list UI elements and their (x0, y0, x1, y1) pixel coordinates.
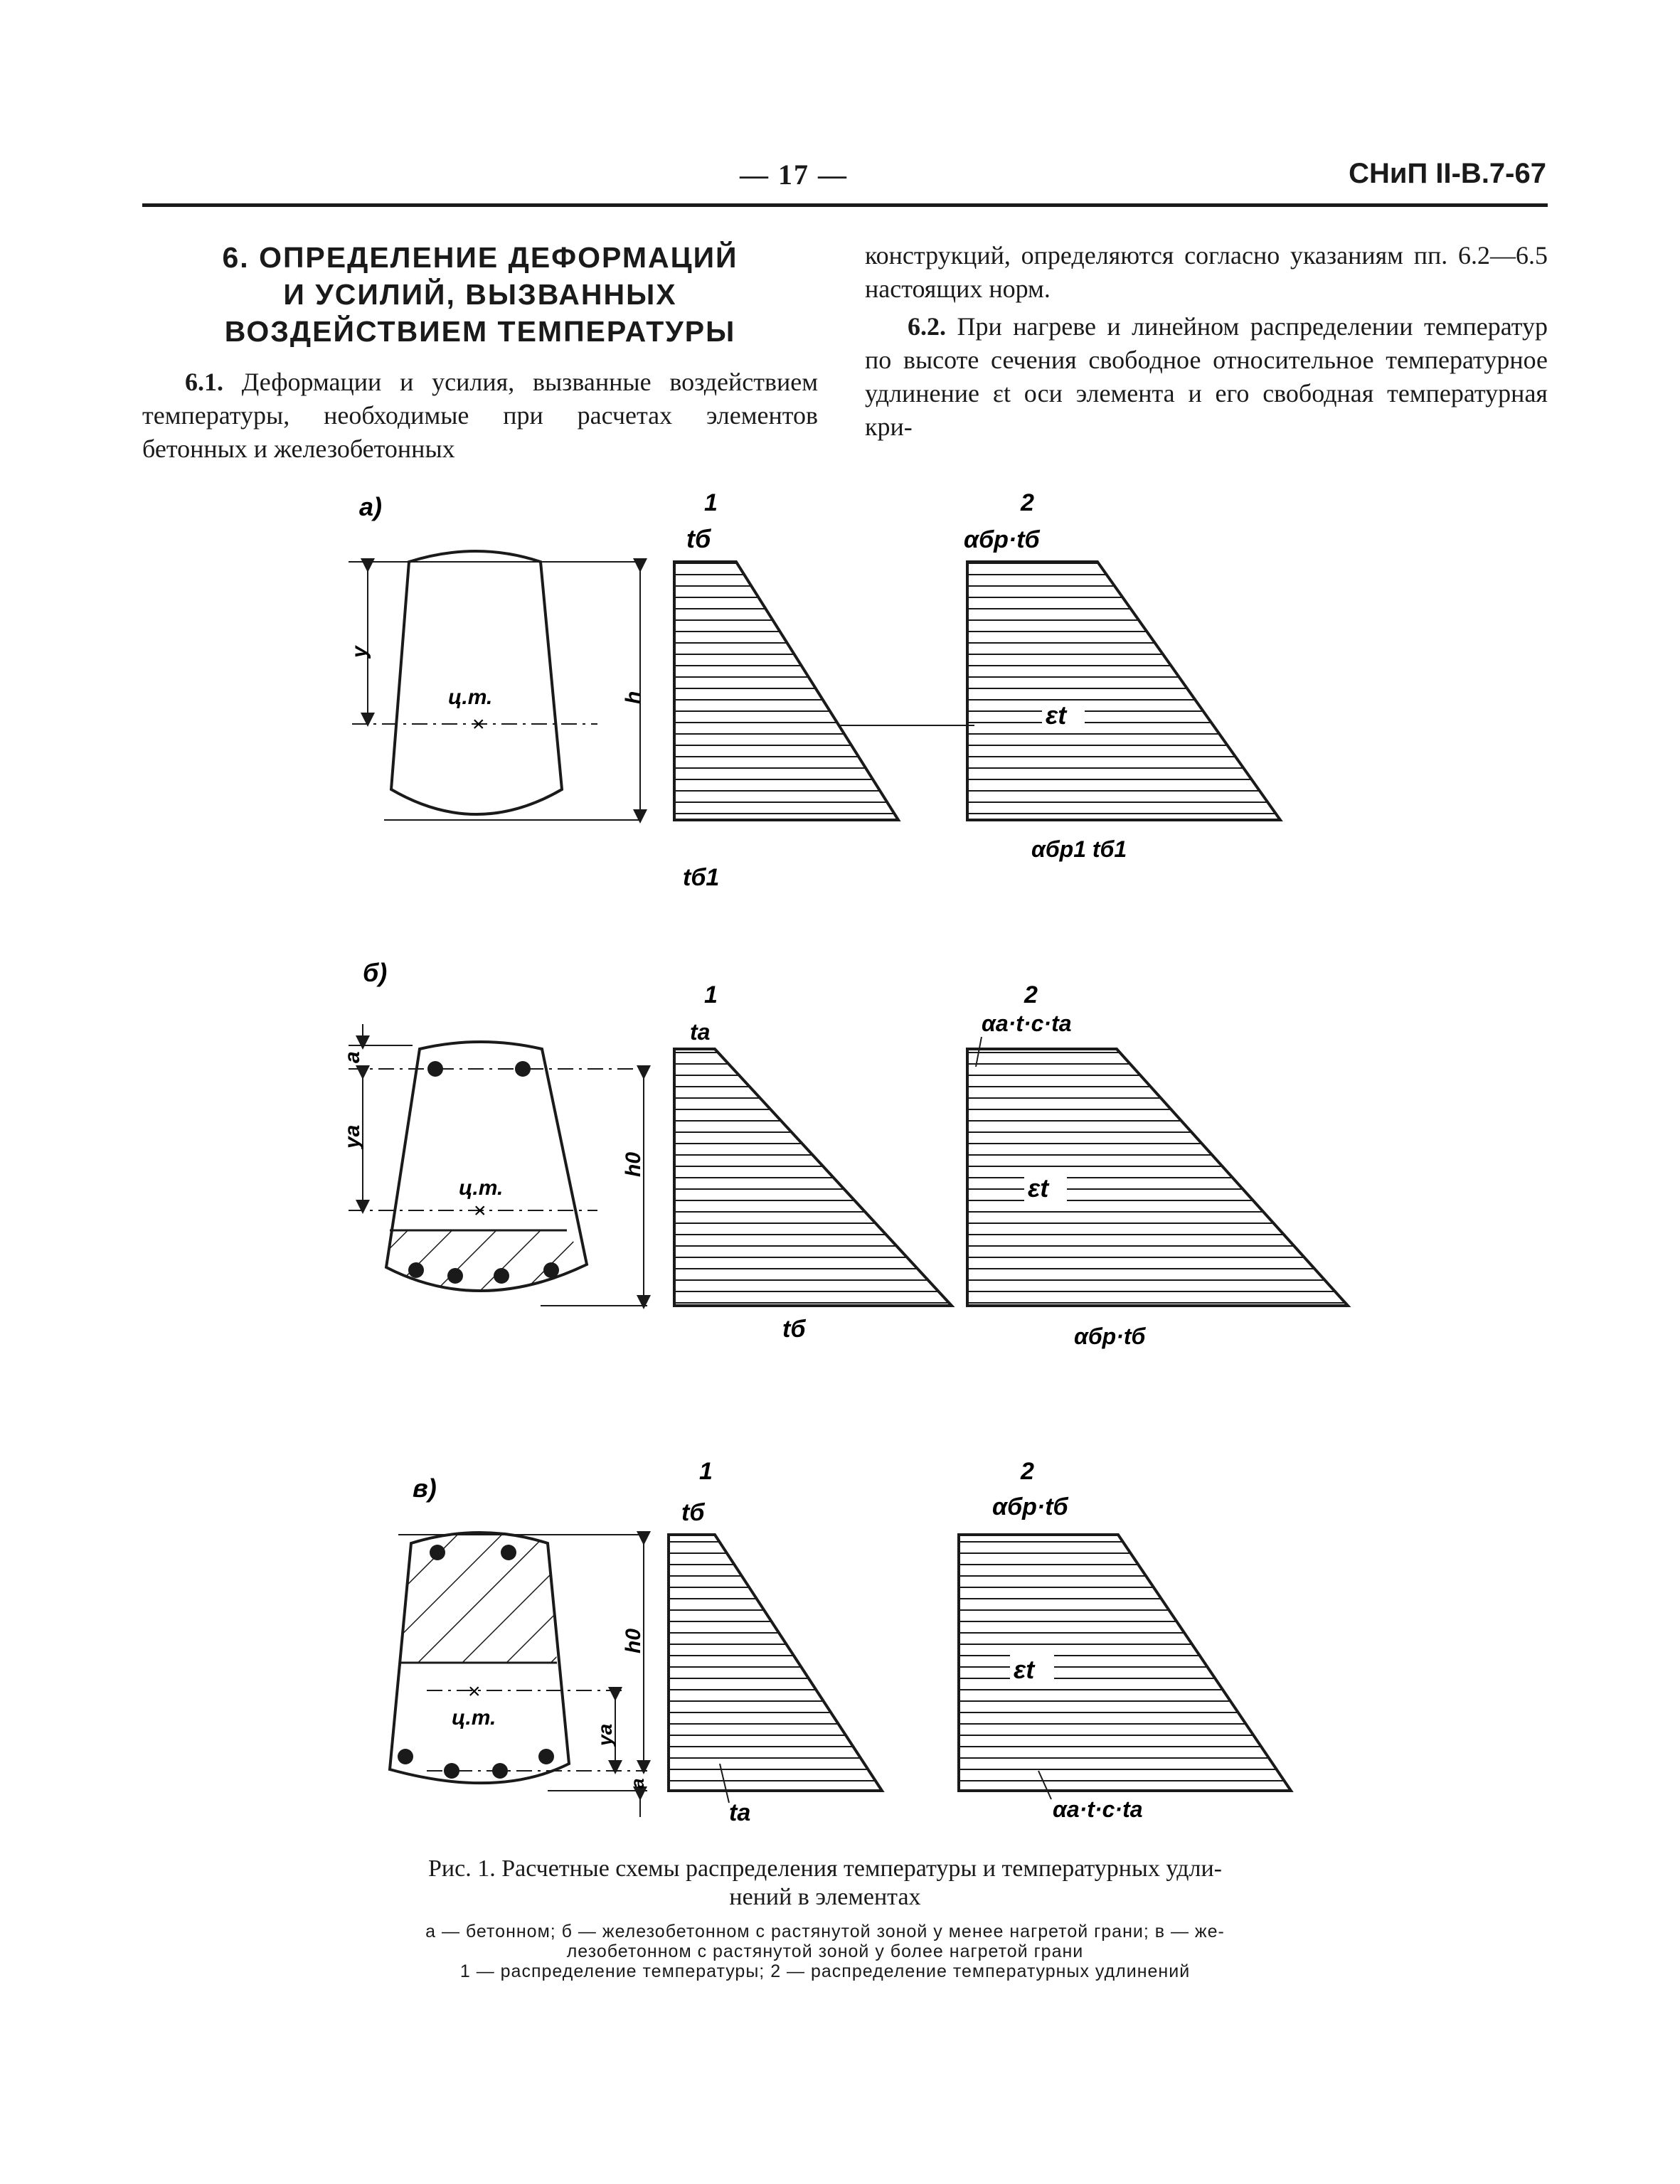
panel-v-dim-h: h0 (622, 1628, 645, 1653)
panel-a-col1-label: 1 (704, 489, 718, 516)
heading-line-2: И УСИЛИЙ, ВЫЗВАННЫХ (283, 278, 677, 311)
panel-a-eps-label: εt (1046, 701, 1067, 730)
panel-v-dim-a: a (627, 1778, 648, 1789)
panel-b-col1-label: 1 (704, 981, 718, 1008)
document-code: СНиП II-В.7-67 (1349, 158, 1546, 189)
panel-v-eps-label: εt (1014, 1655, 1035, 1684)
paragraph-6-1-text-continued: конструкций, определяются согласно указаниям пп. 6.2—6.5 настоящих норм. (865, 241, 1548, 303)
legend-line-1: а — бетонном; б — железобетонном с растянутой зоной у менее нагретой грани; в — же- (425, 1922, 1225, 1941)
svg-text:×: × (468, 1680, 481, 1703)
panel-a-section-outline (391, 551, 562, 814)
panel-v-hatched-zone (400, 1533, 557, 1663)
caption-line-2: нений в элементах (729, 1884, 921, 1910)
panel-b-dim-a: a (341, 1051, 364, 1063)
panel-v-t1-top: tб (681, 1499, 705, 1526)
panel-a-temperature-diagram (674, 562, 898, 820)
paragraph-6-2-text: При нагреве и линейном распределении температур по высоте сечения свободное относительное температурное удлинение εt оси элемента и его свободная температурная кри- (865, 312, 1548, 441)
panel-v-col1-label: 1 (699, 1458, 713, 1485)
figure-caption (256, 1855, 1394, 1912)
paragraph-6-2-number: 6.2. (908, 312, 946, 341)
panel-b-col2-label: 2 (1024, 981, 1038, 1008)
panel-a-t2-bottom: αбр1 tб1 (1031, 836, 1127, 862)
panel-b-t1-bottom: tб (782, 1316, 806, 1343)
panel-b-dim-y: ya (341, 1124, 364, 1149)
panel-a-col2-label: 2 (1021, 489, 1034, 516)
heading-line-1: 6. ОПРЕДЕЛЕНИЕ ДЕФОРМАЦИЙ (222, 241, 738, 274)
panel-b-hatched-zone (386, 1230, 587, 1291)
panel-a-dim-h: h (622, 691, 645, 704)
svg-text:×: × (474, 1199, 487, 1222)
panel-a-letter: а) (359, 492, 383, 521)
panel-b-t2-top: αa·t·c·ta (982, 1011, 1072, 1036)
panel-v (390, 1458, 1291, 1826)
paragraph-6-1-number: 6.1. (185, 368, 223, 396)
panel-a-t2-top: αбр·tб (964, 526, 1040, 553)
panel-v-dim-y: ya (594, 1723, 616, 1746)
svg-text:×: × (472, 713, 485, 736)
panel-b-ct-label: ц.т. (459, 1176, 504, 1200)
panel-b-letter: б) (363, 958, 388, 987)
panel-a-ct-label: ц.т. (448, 686, 493, 709)
caption-line-1: Рис. 1. Расчетные схемы распределения температуры и температурных удли- (428, 1855, 1222, 1882)
panel-b-t2-bottom: αбр·tб (1074, 1323, 1146, 1349)
panel-v-t1-bottom: ta (729, 1799, 751, 1826)
panel-a-t1-bottom: tб1 (683, 864, 720, 891)
panel-a-elongation-diagram (967, 562, 1280, 820)
legend-line-3: 1 — распределение температуры; 2 — распределение температурных удлинений (459, 1961, 1191, 1981)
panel-v-t2-top: αбр·tб (992, 1493, 1068, 1520)
panel-v-elongation-diagram (959, 1535, 1291, 1791)
panel-b-temperature-diagram (674, 1049, 952, 1306)
panel-b-dim-h: h0 (622, 1151, 645, 1177)
panel-a-dim-y: y (348, 646, 371, 658)
heading-line-3: ВОЗДЕЙСТВИЕМ ТЕМПЕРАТУРЫ (224, 315, 736, 348)
panel-v-ct-label: ц.т. (452, 1706, 496, 1730)
panel-v-letter: в) (413, 1474, 437, 1503)
panel-b-t1-top: ta (690, 1019, 711, 1045)
panel-a-t1-top: tб (686, 524, 711, 553)
panel-a (348, 489, 1280, 891)
panel-v-t2-bottom: αa·t·c·ta (1053, 1796, 1143, 1822)
page-number: — 17 — (740, 159, 848, 191)
panel-v-temperature-diagram (669, 1535, 882, 1791)
panel-v-col2-label: 2 (1021, 1458, 1034, 1485)
legend-line-2: лезобетонном с растянутой зоной у более нагретой грани (566, 1941, 1084, 1961)
paragraph-6-1-text: Деформации и усилия, вызванные воздействием температуры, необходимые при расчетах элементов бетонных и железобетонных (142, 368, 818, 463)
panel-b (341, 958, 1348, 1349)
panel-b-eps-label: εt (1028, 1173, 1049, 1203)
figure-legend (256, 1922, 1394, 1981)
